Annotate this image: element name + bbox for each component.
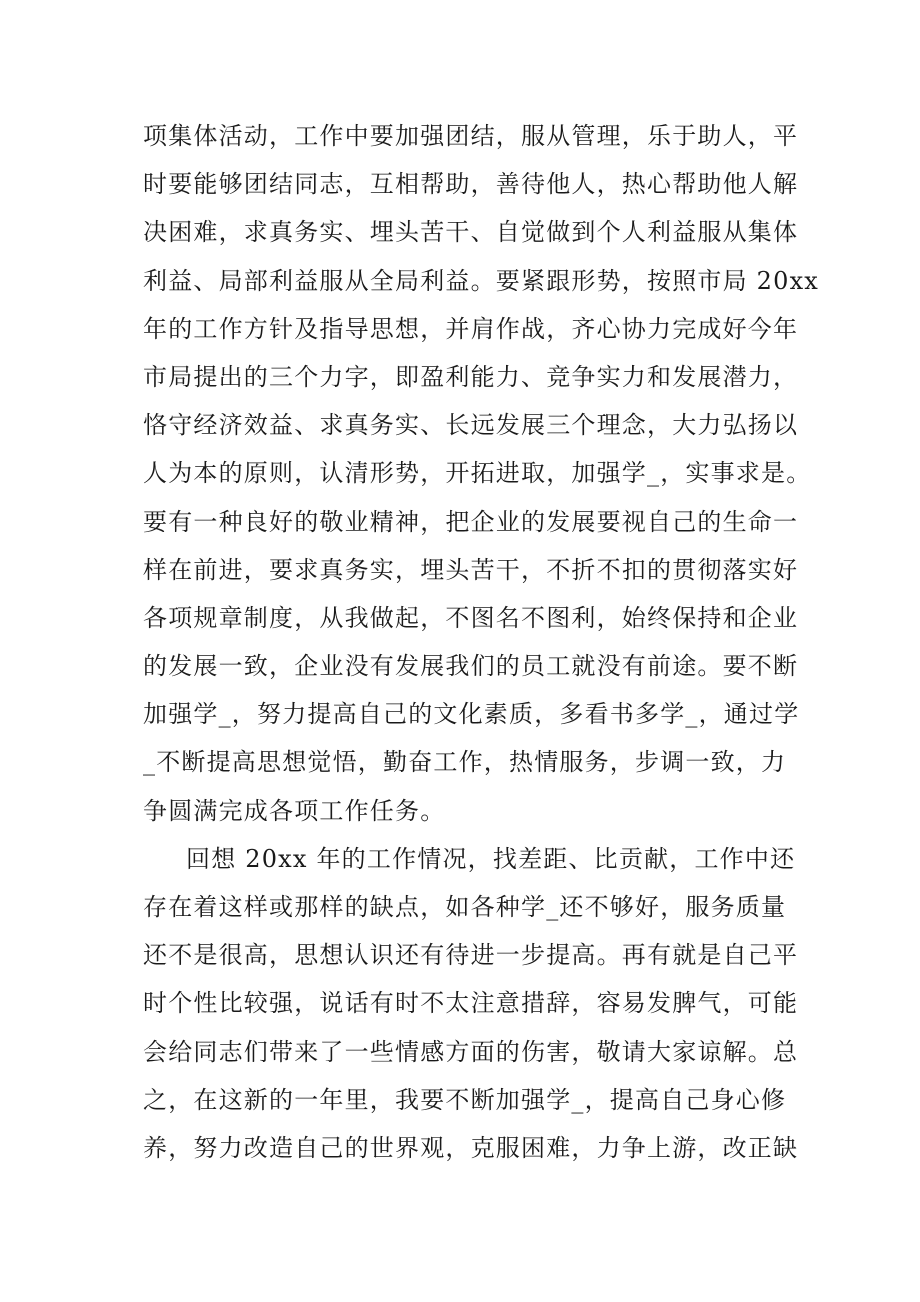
text-line: 的发展一致，企业没有发展我们的员工就没有前途。要不断 xyxy=(143,652,799,681)
text-line: 时要能够团结同志，互相帮助，善待他人，热心帮助他人解 xyxy=(143,170,799,199)
text-line: 加强学_，努力提高自己的文化素质，多看书多学_，通过学 xyxy=(143,700,800,729)
text-line: 时个性比较强，说话有时不太注意措辞，容易发脾气，可能 xyxy=(143,989,799,1018)
text-line: 之，在这新的一年里，我要不断加强学_，提高自己身心修 xyxy=(143,1085,787,1114)
paragraph-2 xyxy=(143,835,803,1172)
text-line: 恪守经济效益、求真务实、长远发展三个理念，大力弘扬以 xyxy=(143,411,799,440)
text-line: 回想 20xx 年的工作情况，找差距、比贡献，工作中还 xyxy=(186,844,796,873)
text-line: 市局提出的三个力字，即盈利能力、竞争实力和发展潜力， xyxy=(143,362,799,391)
body-text xyxy=(143,112,820,1172)
text-line: 年的工作方针及指导思想，并肩作战，齐心协力完成好今年 xyxy=(143,314,799,343)
text-line: 决困难，求真务实、埋头苦干、自觉做到个人利益服从集体 xyxy=(143,218,799,247)
text-line: 样在前进，要求真务实，埋头苦干，不折不扣的贯彻落实好 xyxy=(143,555,799,584)
text-line: 各项规章制度，从我做起，不图名不图利，始终保持和企业 xyxy=(143,603,799,632)
text-line: _不断提高思想觉悟，勤奋工作，热情服务，步调一致，力 xyxy=(143,748,787,777)
text-line: 人为本的原则，认清形势，开拓进取，加强学_，实事求是。 xyxy=(143,459,812,488)
text-line: 存在着这样或那样的缺点，如各种学_还不够好，服务质量 xyxy=(143,893,787,921)
text-line: 会给同志们带来了一些情感方面的伤害，敬请大家谅解。总 xyxy=(143,1037,799,1066)
text-line: 项集体活动，工作中要加强团结，服从管理，乐于助人，平 xyxy=(143,122,799,150)
text-line: 利益、局部利益服从全局利益。要紧跟形势，按照市局 20xx xyxy=(143,266,820,295)
text-line: 养，努力改造自己的世界观，克服困难，力争上游，改正缺 xyxy=(143,1133,799,1162)
paragraph-1 xyxy=(143,112,820,835)
text-line: 争圆满完成各项工作任务。 xyxy=(143,796,446,825)
text-line: 要有一种良好的敬业精神，把企业的发展要视自己的生命一 xyxy=(143,507,799,536)
text-line: 还不是很高，思想认识还有待进一步提高。再有就是自己平 xyxy=(143,941,799,970)
